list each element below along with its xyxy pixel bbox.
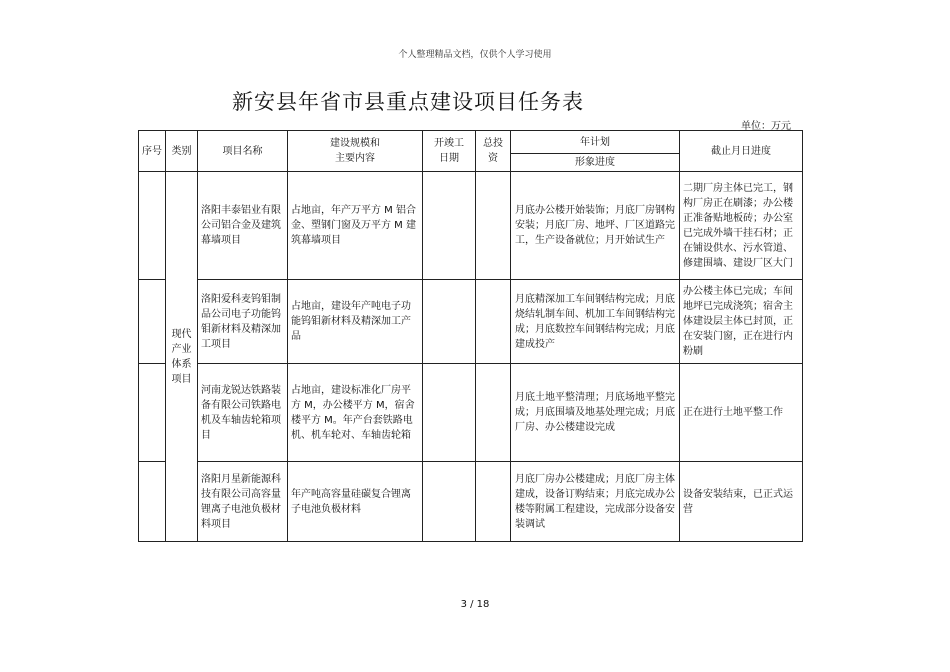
row-total	[476, 172, 511, 280]
col-plan-header: 年计划	[511, 131, 680, 154]
row-name: 洛阳丰泰铝业有限公司铝合金及建筑幕墙项目	[198, 172, 288, 280]
row-name: 河南龙锐达铁路装备有限公司铁路电机及车轴齿轮箱项目	[198, 364, 288, 462]
row-scale: 年产吨高容量硅碳复合锂离子电池负极材料	[288, 462, 423, 542]
row-total	[476, 364, 511, 462]
col-start-header: 开竣工 日期	[423, 131, 476, 172]
page-title: 新安县年省市县重点建设项目任务表	[232, 90, 584, 114]
row-start	[423, 172, 476, 280]
row-status: 设备安装结束，已正式运营	[680, 462, 803, 542]
row-scale: 占地亩，建设标准化厂房平方 M，办公楼平方 M，宿舍楼平方 M。年产台套铁路电机、机车轮对、车轴齿轮箱	[288, 364, 423, 462]
project-table	[138, 130, 803, 542]
col-category-header: 类别	[166, 131, 198, 172]
page-number: 3 / 18	[460, 599, 490, 610]
col-progress-header: 形象进度	[511, 154, 680, 172]
header-note: 个人整理精品文档，仅供个人学习使用	[398, 50, 552, 60]
category-cell: 现代 产业 体系 项目	[166, 172, 198, 542]
row-status: 正在进行土地平整工作	[680, 364, 803, 462]
col-name-header: 项目名称	[198, 131, 288, 172]
row-seq	[139, 364, 166, 462]
table-row	[139, 280, 803, 364]
col-seq-header: 序号	[139, 131, 166, 172]
row-status: 二期厂房主体已完工，钢构厂房正在刷漆；办公楼正准备贴地板砖；办公室已完成外墙干挂石材；正在铺设供水、污水管道、修建围墙、建设厂区大门	[680, 172, 803, 280]
row-plan: 月底办公楼开始装饰；月底厂房钢构安装；月底厂房、地坪、厂区道路完工，生产设备就位；月开始试生产	[511, 172, 680, 280]
row-plan: 月底厂房办公楼建成；月底厂房主体建成，设备订购结束；月底完成办公楼等附属工程建设，完成部分设备安装调试	[511, 462, 680, 542]
table-row	[139, 462, 803, 542]
col-scale-header: 建设规模和 主要内容	[288, 131, 423, 172]
col-total-header: 总投 资	[476, 131, 511, 172]
row-total	[476, 462, 511, 542]
col-status-header: 截止月日进度	[680, 131, 803, 172]
row-plan: 月底精深加工车间钢结构完成；月底烧结轧制车间、机加工车间钢结构完成；月底数控车间钢结构完成；月底建成投产	[511, 280, 680, 364]
row-seq	[139, 462, 166, 542]
row-status: 办公楼主体已完成；车间地坪已完成浇筑；宿舍主体建设层主体已封顶，正在安装门窗，正在进行内粉刷	[680, 280, 803, 364]
row-name: 洛阳月星新能源科技有限公司高容量锂离子电池负极材料项目	[198, 462, 288, 542]
table-row	[139, 172, 803, 280]
row-start	[423, 462, 476, 542]
row-total	[476, 280, 511, 364]
row-start	[423, 364, 476, 462]
row-start	[423, 280, 476, 364]
row-scale: 占地亩，年产万平方 M 铝合金、塑钢门窗及万平方 M 建筑幕墙项目	[288, 172, 423, 280]
row-scale: 占地亩，建设年产吨电子功能钨钼新材料及精深加工产品	[288, 280, 423, 364]
row-seq	[139, 172, 166, 280]
unit-label: 单位：万元	[741, 121, 791, 132]
row-seq	[139, 280, 166, 364]
table-row	[139, 364, 803, 462]
row-plan: 月底土地平整清理；月底场地平整完成；月底围墙及地基处理完成；月底厂房、办公楼建设完成	[511, 364, 680, 462]
row-name: 洛阳爱科麦钨钼制品公司电子功能钨钼新材料及精深加工项目	[198, 280, 288, 364]
header-row	[139, 131, 803, 154]
